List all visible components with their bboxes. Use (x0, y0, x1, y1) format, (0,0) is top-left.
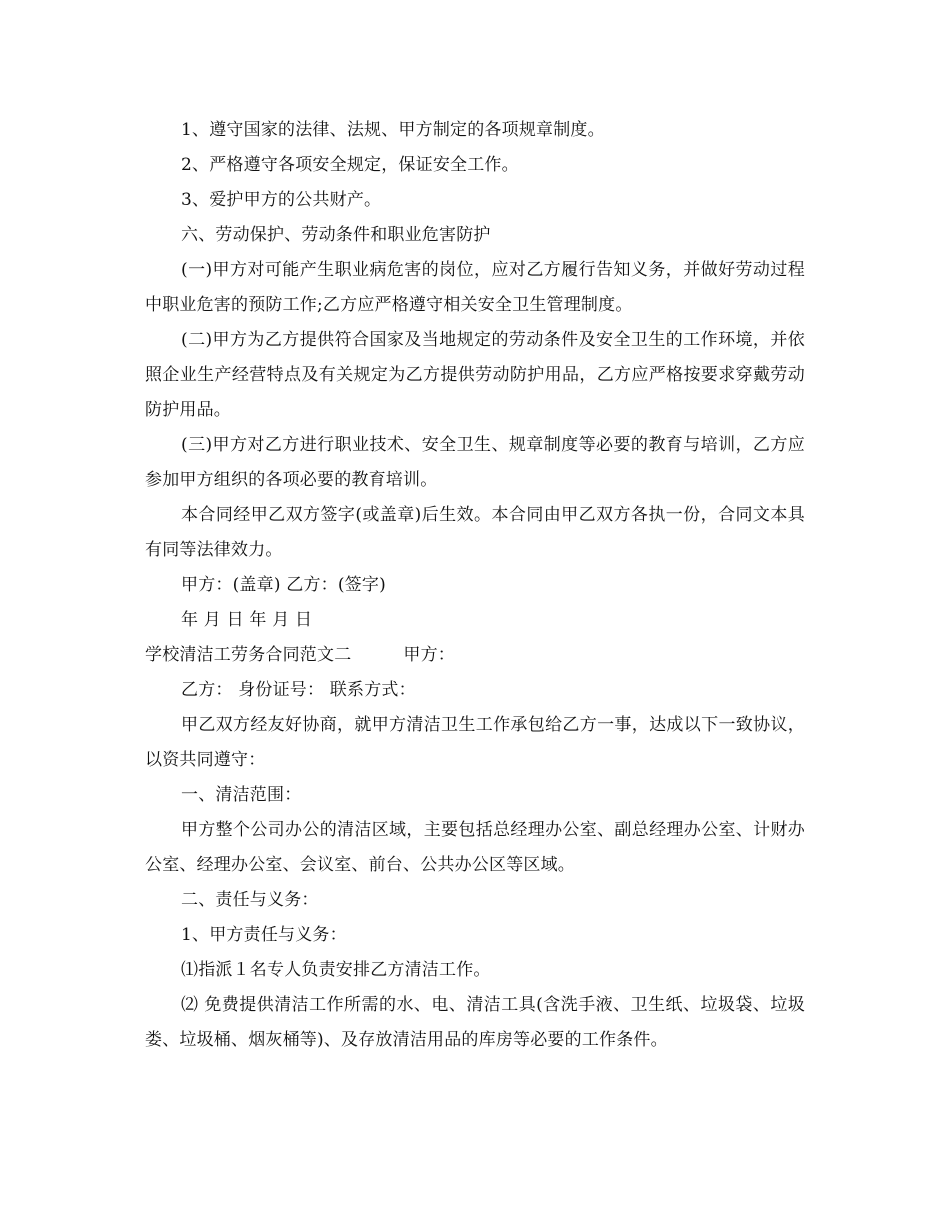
duty-item-1: ⑴指派１名专人负责安排乙方清洁工作。 (181, 960, 491, 980)
signature-line: 甲方：(盖章) 乙方：(签字) (181, 575, 386, 595)
date-line: 年 月 日 年 月 日 (181, 610, 313, 630)
clause-2: 2、严格遵守各项安全规定，保证安全工作。 (181, 155, 519, 175)
clause-1: 1、遵守国家的法律、法规、甲方制定的各项规章制度。 (181, 120, 605, 140)
section-title: 学校清洁工劳务合同范文二 (145, 645, 352, 665)
section-heading-labor-protection: 六、劳动保护、劳动条件和职业危害防护 (181, 225, 491, 245)
paragraph-effectiveness: 本合同经甲乙双方签字(或盖章)后生效。本合同由甲乙双方各执一份，合同文本具有同等法律效力。 (145, 505, 805, 560)
duty-item-2: ⑵ 免费提供清洁工作所需的水、电、清洁工具(含洗手液、卫生纸、垃圾袋、垃圾娄、垃圾桶、烟灰桶等)、及存放清洁用品的库房等必要的工作条件。 (145, 995, 805, 1050)
clause-3: 3、爱护甲方的公共财产。 (181, 190, 382, 210)
paragraph-agreement: 甲乙双方经友好协商，就甲方清洁卫生工作承包给乙方一事，达成以下一致协议，以资共同遵守： (145, 715, 805, 770)
paragraph-occupational-hazard: (一)甲方对可能产生职业病危害的岗位，应对乙方履行告知义务，并做好劳动过程中职业危害的预防工作;乙方应严格遵守相关安全卫生管理制度。 (145, 260, 805, 315)
party-a-label: 甲方： (403, 645, 456, 665)
party-b-info: 乙方： 身份证号： 联系方式： (181, 680, 416, 700)
section-title-line (145, 638, 805, 673)
paragraph-working-conditions: (二)甲方为乙方提供符合国家及当地规定的劳动条件及安全卫生的工作环境，并依照企业生产经营特点及有关规定为乙方提供劳动防护用品，乙方应严格按要求穿戴劳动防护用品。 (145, 330, 805, 420)
paragraph-cleaning-areas: 甲方整个公司办公的清洁区域，主要包括总经理办公室、副总经理办公室、计财办公室、经理办公室、会议室、前台、公共办公区等区域。 (145, 820, 805, 875)
section-heading-cleaning-scope: 一、清洁范围： (181, 785, 302, 805)
paragraph-training: (三)甲方对乙方进行职业技术、安全卫生、规章制度等必要的教育与培训，乙方应参加甲方组织的各项必要的教育培训。 (145, 435, 805, 490)
section-heading-responsibilities: 二、责任与义务： (181, 890, 319, 910)
subheading-party-a-duties: 1、甲方责任与义务： (181, 925, 347, 945)
document-body (145, 113, 805, 1058)
